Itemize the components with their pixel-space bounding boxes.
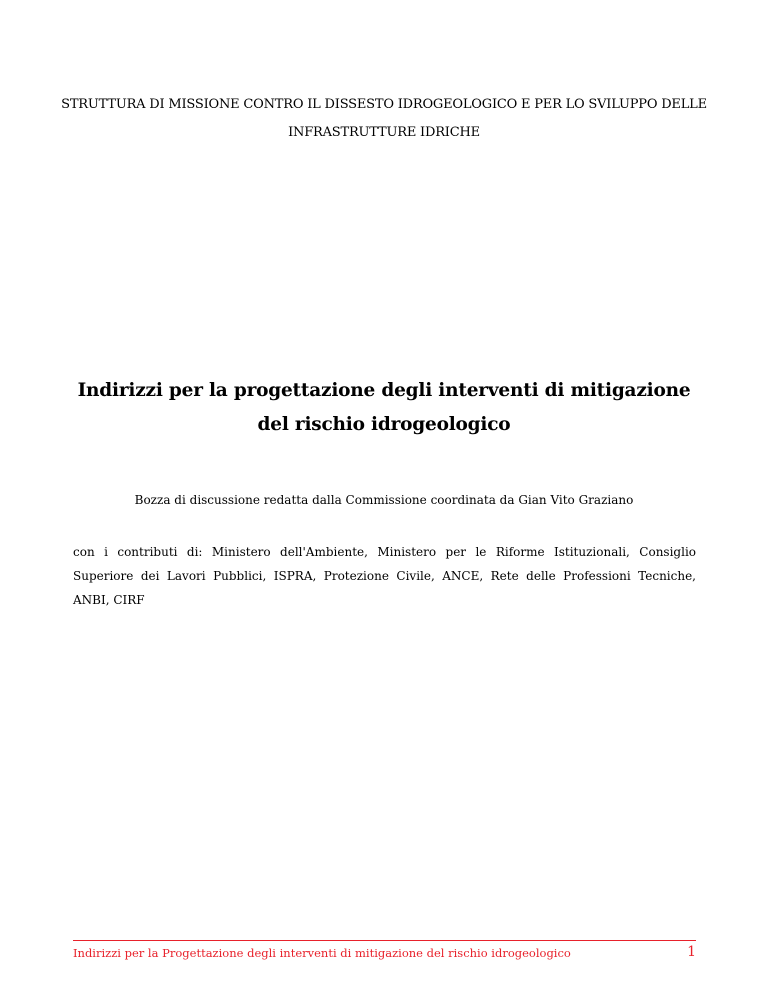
footer-divider — [73, 940, 696, 941]
footer-running-title: Indirizzi per la Progettazione degli interventi di mitigazione del rischio idrogeologico — [73, 946, 571, 960]
draft-note: Bozza di discussione redatta dalla Commissione coordinata da Gian Vito Graziano — [134, 493, 634, 507]
page-number: 1 — [687, 944, 696, 960]
contributions-paragraph: con i contributi di: Ministero dell'Ambiente, Ministero per le Riforme Istituzionali, Consiglio Superiore dei Lavori Pubblici, ISPRA, Protezione Civile, ANCE, Rete delle Professioni Tecniche, ANBI, CIRF — [73, 545, 696, 607]
document-title: Indirizzi per la progettazione degli interventi di mitigazione del rischio idrogeologico — [77, 380, 691, 435]
organization-heading: STRUTTURA DI MISSIONE CONTRO IL DISSESTO IDROGEOLOGICO E PER LO SVILUPPO DELLE INFRASTRUTTURE IDRICHE — [61, 97, 707, 140]
